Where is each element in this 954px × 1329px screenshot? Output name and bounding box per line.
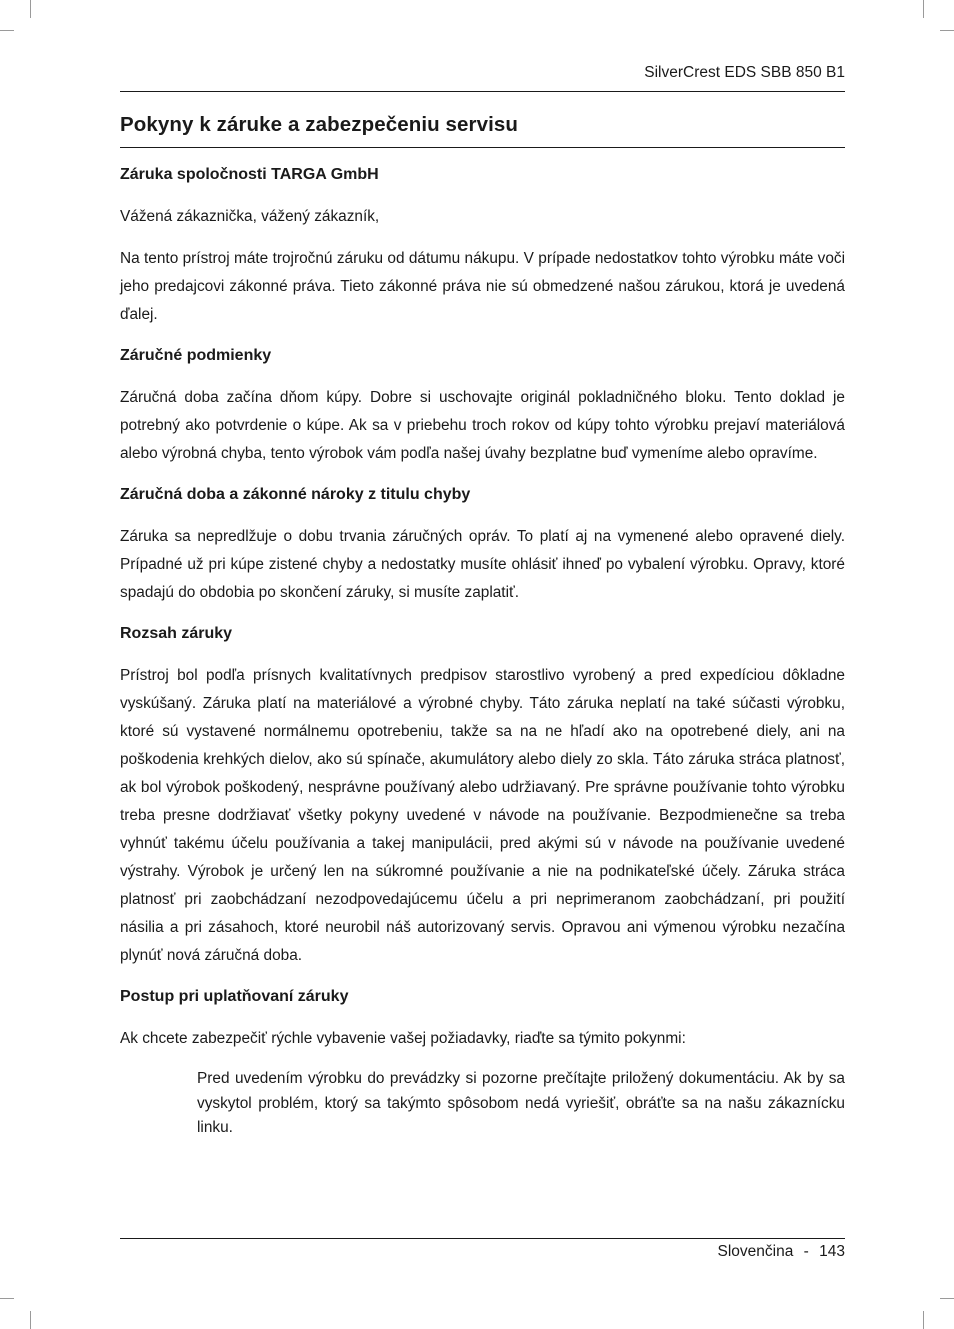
document-body	[120, 162, 845, 1141]
footer-language: Slovenčina	[717, 1243, 794, 1260]
paragraph: Prístroj bol podľa prísnych kvalitatívnych predpisov starostlivo vyrobený a pred expedíciou dôkladne vyskúšaný. Záruka platí na materiálové a výrobné chyby. Táto záruka neplatí na také súčasti výrobku, ktoré sú vystavené normálnemu opotrebeniu, takže sa na ne hľadí ako na opotrebené diely, ani na poškodenia krehkých dielov, ako sú spínače, akumulátory alebo diely zo skla. Táto záruka stráca platnosť, ak bol výrobok poškodený, nesprávne používaný alebo udržiavaný. Pre správne používanie tohto výrobku treba presne dodržiavať všetky pokyny uvedené v návode na používanie. Bezpodmienečne sa treba vyhnúť takému účelu používania a takej manipulácii, pred akými sú v návode na používanie uvedené výstrahy. Výrobok je určený len na súkromné používanie a nie na podnikateľské účely. Záruka stráca platnosť pri zaobchádzaní nezodpovedajúcemu účelu a pri neprimeranom zaobchádzaní, pri použití násilia a pri zásahoch, ktoré neurobil náš autorizovaný servis. Opravou ani výmenou výrobku nezačína plynúť nová záručná doba.	[120, 667, 845, 964]
section-heading-conditions: Záručné podmienky	[120, 347, 272, 364]
crop-mark	[940, 1298, 954, 1299]
section-heading-targa: Záruka spoločnosti TARGA GmbH	[120, 166, 379, 183]
running-header: SilverCrest EDS SBB 850 B1	[644, 64, 845, 81]
crop-mark	[0, 30, 14, 31]
indented-paragraph: Pred uvedením výrobku do prevádzky si pozorne prečítajte priložený dokumentáciu. Ak by sa vyskytol problém, ktorý sa takýmto spôsobom nedá vyriešiť, obráťte sa na našu zákaznícku linku.	[197, 1070, 845, 1136]
crop-mark	[30, 0, 31, 18]
paragraph: Záruka sa nepredlžuje o dobu trvania záručných opráv. To platí aj na vymenené alebo opravené diely. Prípadné už pri kúpe zistené chyby a nedostatky musíte ohlásiť ihneď po vybalení výrobku. Opravy, ktoré spadajú do obdobia po skončení záruky, si musíte zaplatiť.	[120, 528, 845, 601]
salutation: Vážená zákaznička, vážený zákazník,	[120, 208, 380, 225]
page-title: Pokyny k záruke a zabezpečeniu servisu	[120, 113, 519, 136]
header-rule	[120, 91, 845, 92]
crop-mark	[940, 30, 954, 31]
page-footer	[718, 1243, 846, 1261]
section-heading-procedure: Postup pri uplatňovaní záruky	[120, 988, 349, 1005]
page-number: 143	[819, 1243, 845, 1260]
crop-mark	[923, 0, 924, 18]
crop-mark	[30, 1311, 31, 1329]
crop-mark	[0, 1298, 14, 1299]
paragraph: Záručná doba začína dňom kúpy. Dobre si uschovajte originál pokladničného bloku. Tento doklad je potrebný ako potvrdenie o kúpe. Ak sa v priebehu troch rokov od kúpy tohto výrobku prejaví materiálová alebo výrobná chyba, tento výrobok vám podľa našej úvahy bezplatne buď vymeníme alebo opravíme.	[120, 389, 845, 462]
section-heading-scope: Rozsah záruky	[120, 625, 233, 642]
title-rule	[120, 147, 845, 148]
paragraph: Na tento prístroj máte trojročnú záruku od dátumu nákupu. V prípade nedostatkov tohto výrobku máte voči jeho predajcovi zákonné práva. Tieto zákonné práva nie sú obmedzené našou zárukou, ktorá je uvedená ďalej.	[120, 250, 845, 323]
crop-mark	[923, 1311, 924, 1329]
section-heading-period: Záručná doba a zákonné nároky z titulu chyby	[120, 486, 471, 503]
footer-separator: -	[803, 1243, 809, 1260]
footer-rule	[120, 1238, 845, 1239]
paragraph: Ak chcete zabezpečiť rýchle vybavenie vašej požiadavky, riaďte sa týmito pokynmi:	[120, 1030, 686, 1047]
